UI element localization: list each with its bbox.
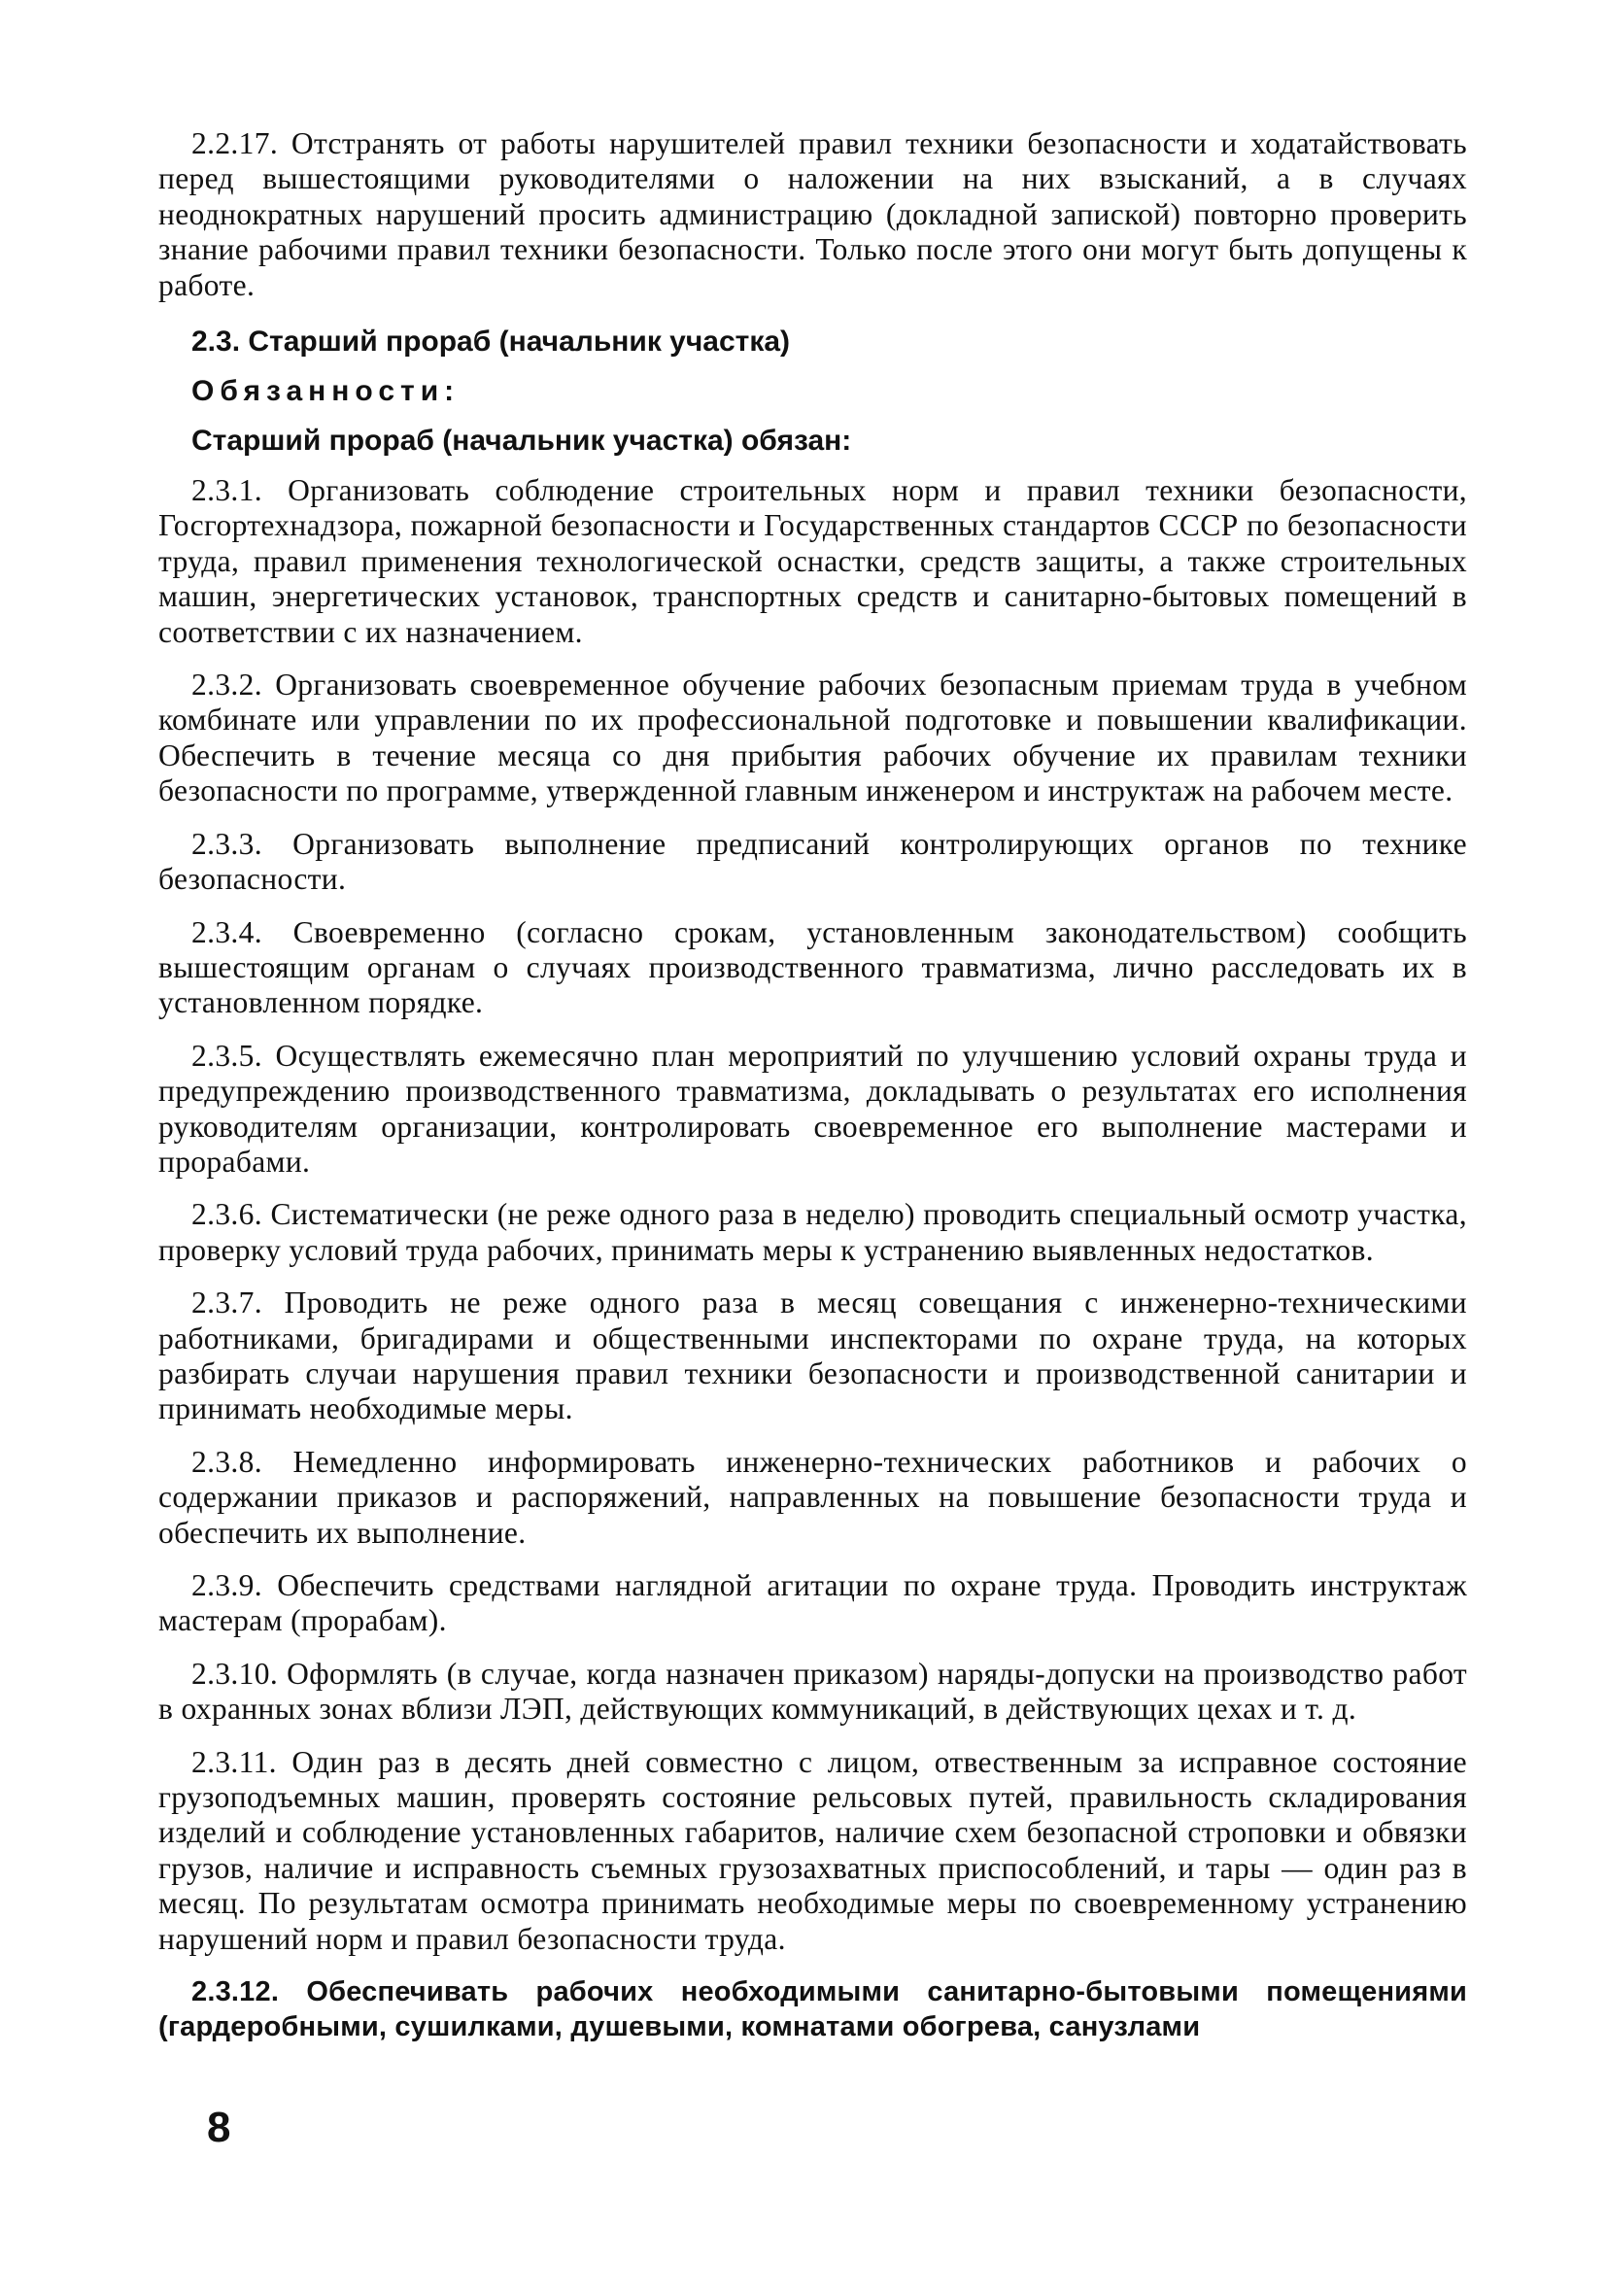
paragraph-2-3-9: 2.3.9. Обеспечить средствами наглядной агитации по охране труда. Проводить инструктаж мастерам (прорабам).: [158, 1568, 1467, 1638]
paragraph-2-3-8: 2.3.8. Немедленно информировать инженерно-технических работников и рабочих о содержании приказов и распоряжений, направленных на повышение безопасности труда и обеспечить их выполнение.: [158, 1444, 1467, 1550]
paragraph-2-3-3: 2.3.3. Организовать выполнение предписаний контролирующих органов по технике безопасности.: [158, 826, 1467, 897]
duties-label: Обязанности:: [191, 375, 461, 408]
paragraph-2-3-11: 2.3.11. Один раз в десять дней совместно с лицом, отвественным за исправное состояние грузоподъемных машин, проверять состояние рельсовых путей, правильность складирования изделий и соблюдение установленных габаритов, наличие схем безопасной строповки и обвязки грузов, наличие и исправность съемных грузозахватных приспособлений, и тары — один раз в месяц. По результатам осмотра принимать необходимые меры по своевременному устранению нарушений норм и правил безопасности труда.: [158, 1744, 1467, 1956]
document-page: [158, 126, 1467, 2063]
page-number: 8: [207, 2104, 231, 2151]
paragraph-2-3-6: 2.3.6. Систематически (не реже одного раза в неделю) проводить специальный осмотр участка, проверку условий труда рабочих, принимать меры к устранению выявленных недостатков.: [158, 1197, 1467, 1267]
paragraph-2-3-2: 2.3.2. Организовать своевременное обучение рабочих безопасным приемам труда в учебном комбинате или управлении по их профессиональной подготовке и повышении квалификации. Обеспечить в течение месяца со дня прибытия рабочих обучение их правилам техники безопасности по программе, утвержденной главным инженером и инструктаж на рабочем месте.: [158, 668, 1467, 808]
paragraph-2-2-17: 2.2.17. Отстранять от работы нарушителей правил техники безопасности и ходатайствовать перед вышестоящими руководителями о наложении на них взысканий, а в случаях неоднократных нарушений просить администрацию (докладной запиской) повторно проверить знание рабочими правил техники безопасности. Только после этого они могут быть допущены к работе.: [158, 126, 1467, 302]
paragraph-2-3-1: 2.3.1. Организовать соблюдение строительных норм и правил техники безопасности, Госгортехнадзора, пожарной безопасности и Государственных стандартов СССР по безопасности труда, правил применения технологической оснастки, средств защиты, а также строительных машин, энергетических установок, транспортных средств и санитарно-бытовых помещений в соответствии с их назначением.: [158, 473, 1467, 649]
paragraph-2-3-10: 2.3.10. Оформлять (в случае, когда назначен приказом) наряды-допуски на производство работ в охранных зонах вблизи ЛЭП, действующих коммуникаций, в действующих цехах и т. д.: [158, 1656, 1467, 1727]
paragraph-2-3-7: 2.3.7. Проводить не реже одного раза в месяц совещания с инженерно-техническими работниками, бригадирами и общественными инспекторами по охране труда, на которых разбирать случаи нарушения правил техники безопасности и производственной санитарии и принимать необходимые меры.: [158, 1285, 1467, 1426]
section-heading: 2.3. Старший прораб (начальник участка): [191, 326, 791, 359]
duties-intro: Старший прораб (начальник участка) обязан:: [191, 425, 852, 458]
paragraph-2-3-4: 2.3.4. Своевременно (согласно срокам, установленным законодательством) сообщить вышестоящим органам о случаях производственного травматизма, лично расследовать их в установленном порядке.: [158, 914, 1467, 1020]
paragraph-2-3-12: 2.3.12. Обеспечивать рабочих необходимыми санитарно-бытовыми помещениями (гардеробными, сушилками, душевыми, комнатами обогрева, санузлами: [158, 1976, 1467, 2043]
paragraph-2-3-5: 2.3.5. Осуществлять ежемесячно план мероприятий по улучшению условий охраны труда и предупреждению производственного травматизма, докладывать о результатах его исполнения руководителям организации, контролировать своевременное его выполнение мастерами и прорабами.: [158, 1038, 1467, 1179]
